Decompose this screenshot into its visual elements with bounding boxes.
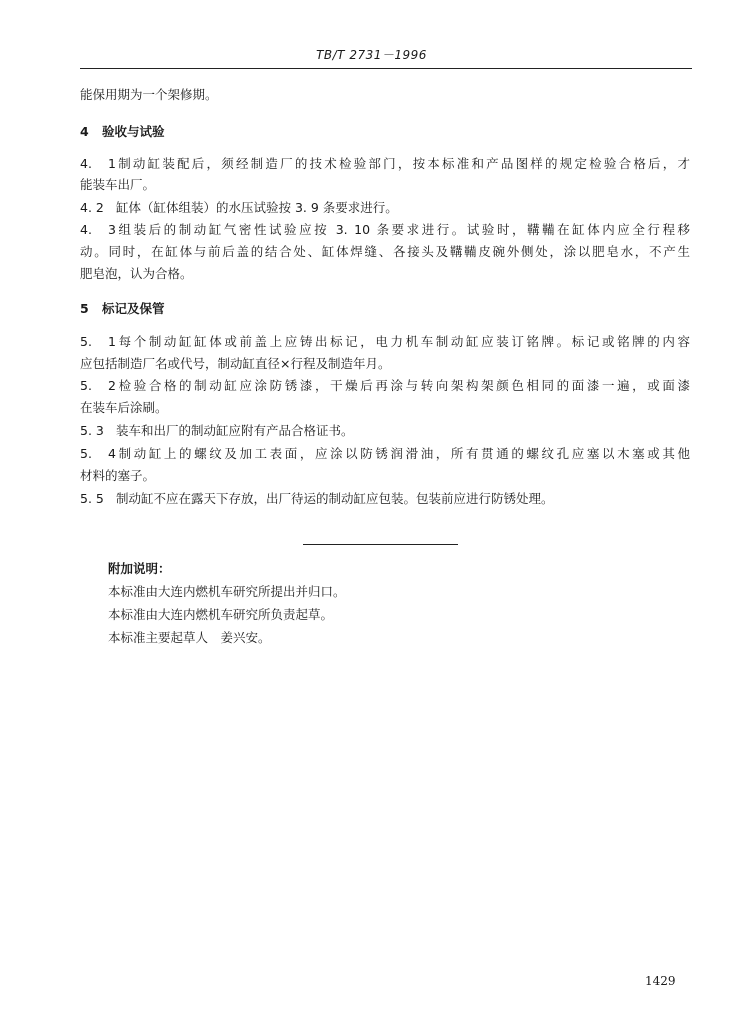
end-separator-rule xyxy=(303,544,458,545)
clause-4-2-number: 4. 2 xyxy=(80,200,104,215)
clause-5-3-line-1: 5. 3 装车和出厂的制动缸应附有产品合格证书。 xyxy=(80,423,354,438)
clause-5-1-line-2: 应包括制造厂名或代号，制动缸直径×行程及制造年月。 xyxy=(80,356,391,371)
clause-4-1-line-2: 能装车出厂。 xyxy=(80,177,156,192)
clause-4-3-line-3: 肥皂泡，认为合格。 xyxy=(80,266,193,281)
note-line-1: 本标准由大连内燃机车研究所提出并归口。 xyxy=(108,584,346,599)
clause-5-5-line-1: 5. 5 制动缸不应在露天下存放，出厂待运的制动缸应包装。包装前应进行防锈处理。 xyxy=(80,491,554,506)
clause-4-3-line-2: 动。同时，在缸体与前后盖的结合处、缸体焊缝、各接头及鞲鞴皮碗外侧处，涂以肥皂水，不产生 xyxy=(80,244,690,259)
clause-5-4-number: 5. 4 xyxy=(80,446,116,461)
page-number: 1429 xyxy=(645,974,676,988)
intro-line: 能保用期为一个架修期。 xyxy=(80,87,218,102)
notes-heading: 附加说明： xyxy=(108,561,171,576)
section-5-title: 标记及保管 xyxy=(102,301,165,316)
clause-5-1-line-1: 5. 1每个制动缸缸体或前盖上应铸出标记，电力机车制动缸应装订铭牌。标记或铭牌的内容 xyxy=(80,334,690,349)
section-4-number: 4 xyxy=(80,124,89,139)
clause-5-4-line-2: 材料的塞子。 xyxy=(80,468,156,483)
clause-4-1-line-1: 4. 1制动缸装配后，须经制造厂的技术检验部门，按本标准和产品图样的规定检验合格后，才 xyxy=(80,156,690,171)
section-5-heading xyxy=(80,299,165,317)
clause-5-1-number: 5. 1 xyxy=(80,334,116,349)
clause-5-3-number: 5. 3 xyxy=(80,423,104,438)
clause-4-3-number: 4. 3 xyxy=(80,222,116,237)
clause-5-2-number: 5. 2 xyxy=(80,378,116,393)
clause-4-3-line-1: 4. 3组装后的制动缸气密性试验应按 3. 10 条要求进行。试验时，鞲鞴在缸体内应全行程移 xyxy=(80,222,690,237)
clause-5-2-line-1: 5. 2检验合格的制动缸应涂防锈漆，干燥后再涂与转向架构架颜色相同的面漆一遍，或面漆 xyxy=(80,378,690,393)
note-line-2: 本标准由大连内燃机车研究所负责起草。 xyxy=(108,607,334,622)
clause-5-2-line-2: 在装车后涂刷。 xyxy=(80,400,168,415)
header-rule xyxy=(80,68,692,69)
section-4-heading xyxy=(80,122,165,140)
section-4-title: 验收与试验 xyxy=(102,124,165,139)
running-header: TB/T 2731－1996 xyxy=(316,48,427,62)
note-line-3: 本标准主要起草人 姜兴安。 xyxy=(108,630,271,645)
clause-4-1-number: 4. 1 xyxy=(80,156,116,171)
clause-5-5-number: 5. 5 xyxy=(80,491,104,506)
clause-5-4-line-1: 5. 4制动缸上的螺纹及加工表面，应涂以防锈润滑油，所有贯通的螺纹孔应塞以木塞或其他 xyxy=(80,446,690,461)
section-5-number: 5 xyxy=(80,301,89,316)
clause-4-2-line-1: 4. 2 缸体（缸体组装）的水压试验按 3. 9 条要求进行。 xyxy=(80,200,398,215)
